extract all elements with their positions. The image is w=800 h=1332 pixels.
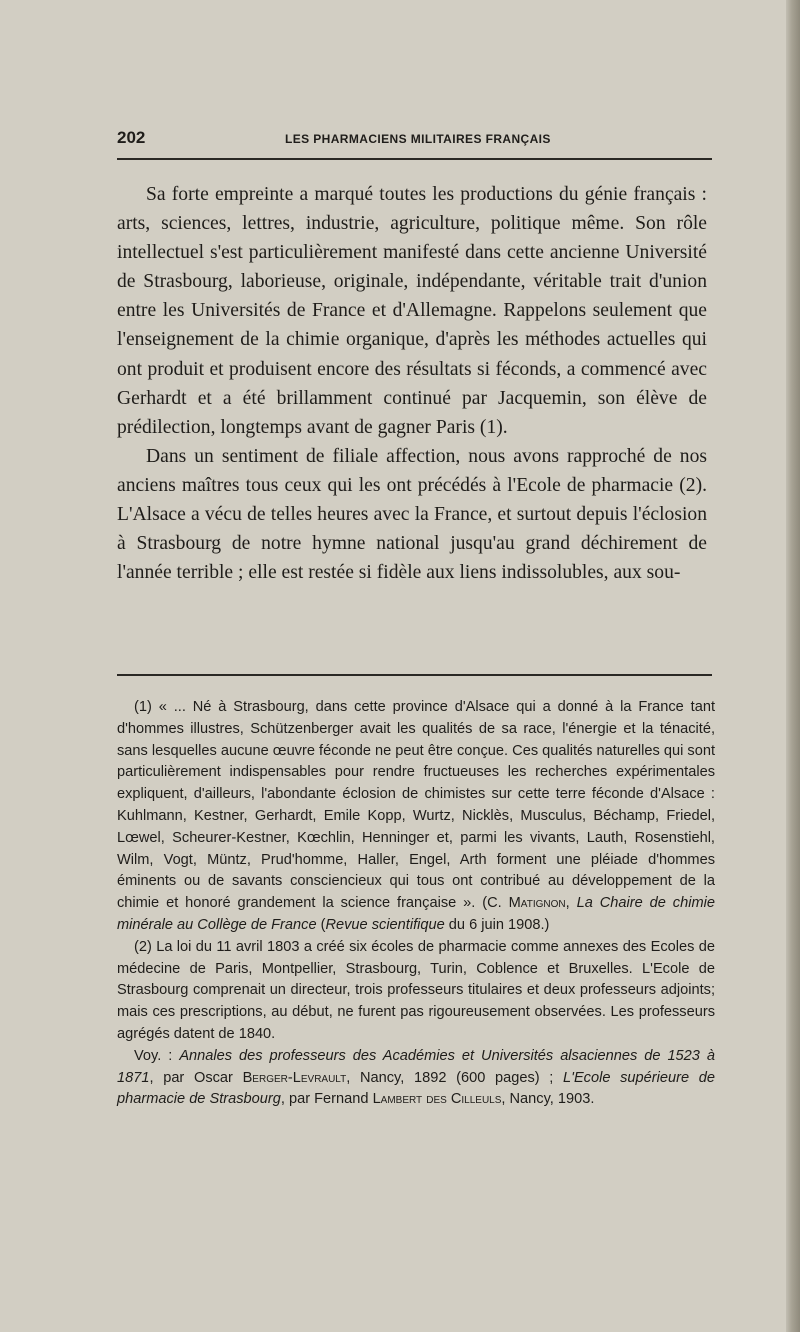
- footnote-1-journal: Revue scientifique: [325, 916, 445, 933]
- page-edge-shadow: [786, 0, 800, 1332]
- footnote-2: (2) La loi du 11 avril 1803 a créé six écoles de pharmacie comme annexes des Ecoles de médecine de Paris, Montpellier, Strasbourg, Turin, Coblence et Bruxelles. L'Ecole de Strasbourg comprenait un directeur, trois professeurs titulaires et deux professeurs adjoints; mais ces prescriptions, au début, ne furent pas rigoureusement observées. Les professeurs agrégés datent de 1840.: [117, 938, 715, 1042]
- paragraph-2: Dans un sentiment de filiale affection, nous avons rapproché de nos anciens maîtres tous ceux qui les ont précédés à l'Ecole de pharmacie (2). L'Alsace a vécu de telles heures avec la France, et surtout depuis l'éclosion à Strasbourg de notre hymne national jusqu'au grand déchirement de l'année terrible ; elle est restée si fidèle aux liens indissolubles, aux sou-: [117, 445, 707, 584]
- footnote-1-end: du 6 juin 1908.): [444, 916, 550, 933]
- footnote-1-text: (1) « ... Né à Strasbourg, dans cette province d'Alsace qui a donné à la France tant d'hommes illustres, Schützenberger avait les qualités de sa race, l'énergie et la ténacité, sans lesquelles aucune œuvre féconde ne peut être conçue. Ces qualités naturelles qui sont particulièrement indispensables pour rendre fructueuses les recherches expérimentales expliquent, d'ailleurs, l'abondante éclosion de chimistes sur cette terre féconde d'Alsace : Kuhlmann, Kestner, Gerhardt, Emile Kopp, Wurtz, Nicklès, Musculus, Béchamp, Friedel, Lœwel, Scheurer-Kestner, Kœchlin, Henninger et, parmi les vivants, Lauth, Rosenstiehl, Wilm, Vogt, Müntz, Prud'homme, Haller, Engel, Arth forment une pléiade d'hommes éminents ou de savants consciencieux qui tous ont contribué au développement de la chimie et honoré grandement la science française ». (C.: [117, 699, 715, 912]
- main-text: [117, 180, 707, 587]
- page-header: [117, 126, 712, 156]
- footnote-rule: [117, 674, 712, 676]
- paragraph-1: Sa forte empreinte a marqué toutes les productions du génie français : arts, sciences, lettres, industrie, agriculture, politique même. Son rôle intellectuel s'est particulièrement manifesté dans cette ancienne Université de Strasbourg, laborieuse, originale, indépendante, véritable trait d'union entre les Universités de France et d'Allemagne. Rappelons seulement que l'enseignement de la chimie organique, d'après les méthodes actuelles qui ont produit et produisent encore des résultats si féconds, a commencé avec Gerhardt et a été brillamment continué par Jacquemin, son élève de prédilection, longtemps avant de gagner Paris (1).: [117, 184, 707, 438]
- footnote-voy-end: , Nancy, 1903.: [501, 1091, 595, 1108]
- footnote-voy: [117, 1046, 715, 1111]
- footnote-voy-author-2: Lambert des Cilleuls: [372, 1091, 502, 1108]
- footnote-1-work-title: La Chaire de chimie minérale au Collège de France: [117, 895, 715, 933]
- footnote-voy-author-1: Berger-Levrault: [242, 1069, 347, 1086]
- footnote-1-sep-2: (: [316, 916, 326, 933]
- footnote-voy-title-2: L'Ecole supérieure de pharmacie de Strasbourg: [117, 1069, 715, 1108]
- footnote-1: [117, 697, 715, 937]
- footnote-voy-after-2: , par Fernand: [280, 1091, 369, 1108]
- footnote-voy-lead: Voy. :: [134, 1047, 173, 1064]
- footnote-1-author: Matignon: [508, 895, 566, 912]
- footnote-voy-after-1: , par Oscar: [149, 1069, 233, 1086]
- footnotes: [117, 697, 715, 1111]
- header-rule: [117, 158, 712, 160]
- running-title: LES PHARMACIENS MILITAIRES FRANÇAIS: [285, 132, 551, 146]
- footnote-1-sep-1: ,: [565, 895, 570, 912]
- footnote-voy-after-author-1: , Nancy, 1892 (600 pages) ;: [346, 1069, 554, 1086]
- page-number: 202: [117, 128, 146, 147]
- footnote-voy-title-1: Annales des professeurs des Académies et Universités alsaciennes de 1523 à 1871: [117, 1047, 715, 1086]
